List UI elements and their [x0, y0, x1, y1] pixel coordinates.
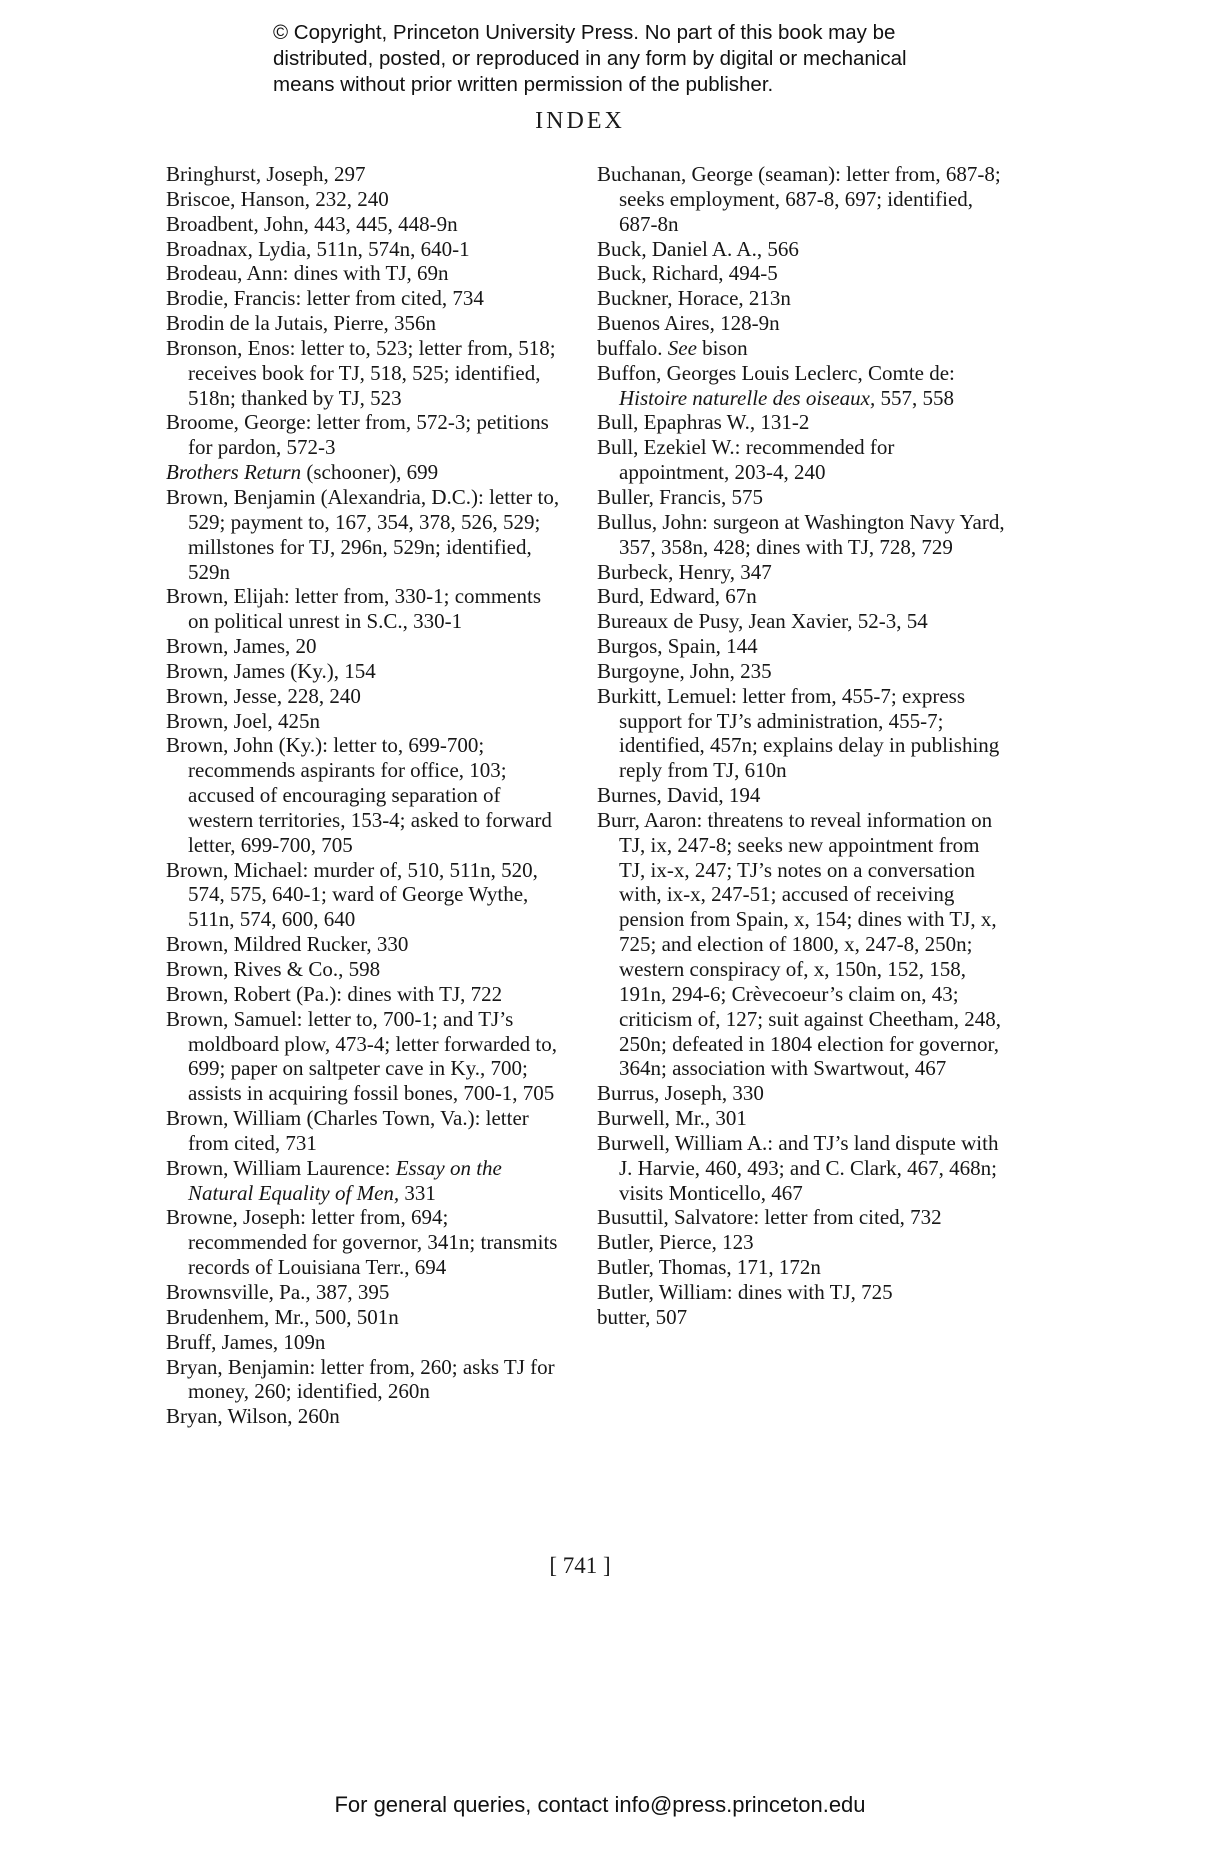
index-entry [597, 237, 1009, 262]
index-entry-text: Buck, Daniel A. A., 566 [597, 236, 799, 261]
index-entry-text: Burgos, Spain, 144 [597, 634, 758, 659]
index-entry [597, 1255, 1009, 1280]
index-entry [597, 1081, 1009, 1106]
index-entry [597, 783, 1009, 808]
index-entry-text: Butler, William: dines with TJ, 725 [597, 1279, 893, 1304]
index-entry-text: Burwell, Mr., 301 [597, 1106, 747, 1131]
index-entry [166, 659, 566, 684]
index-entry-italic-text: See [667, 335, 697, 360]
index-entry-text: Buck, Richard, 494-5 [597, 261, 778, 286]
index-entry-text: Brown, Mildred Rucker, 330 [166, 932, 409, 957]
index-entry-text: Burnes, David, 194 [597, 783, 761, 808]
index-entry [597, 485, 1009, 510]
index-entry [166, 1205, 566, 1280]
index-entry [166, 1355, 566, 1405]
index-entry [166, 336, 566, 411]
index-entry-text: Buffon, Georges Louis Leclerc, Comte de: [597, 360, 955, 385]
index-entry [166, 1404, 566, 1429]
index-entry [166, 932, 566, 957]
index-entry-text: butter, 507 [597, 1304, 688, 1329]
index-entry-text: buffalo. [597, 335, 668, 360]
index-entry-text: Butler, Thomas, 171, 172n [597, 1255, 821, 1280]
index-entry-text: Brown, James (Ky.), 154 [166, 658, 376, 683]
index-entry [166, 237, 566, 262]
index-entry-text: Buckner, Horace, 213n [597, 286, 791, 311]
index-entry [166, 957, 566, 982]
index-entry [597, 634, 1009, 659]
index-entry [597, 361, 1009, 411]
index-entry-text: Broadnax, Lydia, 511n, 574n, 640-1 [166, 236, 470, 261]
index-entry-text: Broome, George: letter from, 572-3; petitions for pardon, 572-3 [166, 410, 549, 460]
index-entry-text: Burkitt, Lemuel: letter from, 455-7; express support for TJ’s administration, 455-7; identified, 457n; explains delay in publishing reply from TJ, 610n [597, 683, 1000, 783]
index-entry [597, 435, 1009, 485]
index-entry [597, 684, 1009, 783]
index-entry-text: bison [696, 335, 748, 360]
index-entry-text: Brudenhem, Mr., 500, 501n [166, 1304, 399, 1329]
index-entry-text: Buenos Aires, 128-9n [597, 311, 780, 336]
index-entry [597, 410, 1009, 435]
index-entry [597, 1106, 1009, 1131]
index-entry-text: Bryan, Benjamin: letter from, 260; asks TJ for money, 260; identified, 260n [166, 1354, 555, 1404]
index-entry [166, 1330, 566, 1355]
index-entry [597, 560, 1009, 585]
index-entry [597, 162, 1009, 237]
index-entry [597, 1131, 1009, 1206]
index-entry [597, 1305, 1009, 1330]
index-entry [166, 709, 566, 734]
index-entry [597, 261, 1009, 286]
footer-contact: For general queries, contact info@press.princeton.edu [334, 1792, 866, 1817]
copyright-line: means without prior written permission of the publisher. [273, 73, 774, 96]
copyright-line: distributed, posted, or reproduced in any form by digital or mechanical [273, 47, 907, 70]
index-entry-text: Brodie, Francis: letter from cited, 734 [166, 286, 484, 311]
index-entry-text: Brown, John (Ky.): letter to, 699-700; recommends aspirants for office, 103; accused of encouraging separation of western territories, 153-4; asked to forward letter, 699-700, 705 [166, 733, 552, 857]
index-entry [166, 311, 566, 336]
index-entry [166, 162, 566, 187]
index-entry-text: Brown, Elijah: letter from, 330-1; comments on political unrest in S.C., 330-1 [166, 584, 542, 634]
index-entry-text: Busuttil, Salvatore: letter from cited, 732 [597, 1205, 942, 1230]
index-entry [597, 1280, 1009, 1305]
index-entry [597, 510, 1009, 560]
index-entry-text: Butler, Pierce, 123 [597, 1230, 754, 1255]
index-entry [166, 410, 566, 460]
index-entry [166, 187, 566, 212]
index-entry [597, 808, 1009, 1081]
index-entry-text: Brown, Michael: murder of, 510, 511n, 520, 574, 575, 640-1; ward of George Wythe, 511n, 574, 600, 640 [166, 857, 538, 932]
index-entry [597, 286, 1009, 311]
index-entry-italic-text: Histoire naturelle des oiseaux, [619, 385, 876, 410]
index-entry-text: Bureaux de Pusy, Jean Xavier, 52-3, 54 [597, 609, 928, 634]
index-entry-text: Brown, Robert (Pa.): dines with TJ, 722 [166, 981, 503, 1006]
index-entry-text: Brodeau, Ann: dines with TJ, 69n [166, 261, 449, 286]
index-entry-text: Burwell, William A.: and TJ’s land dispute with J. Harvie, 460, 493; and C. Clark, 467, 468n; visits Monticello, 467 [597, 1130, 999, 1205]
index-entry [166, 584, 566, 634]
index-entry-text: Buchanan, George (seaman): letter from, 687-8; seeks employment, 687-8, 697; identified, 687-8n [597, 162, 1001, 236]
index-entry-text: Bryan, Wilson, 260n [166, 1404, 340, 1429]
index-entry-text: Brown, Samuel: letter to, 700-1; and TJ’s moldboard plow, 473-4; letter forwarded to, 699; paper on saltpeter cave in Ky., 700; assists in acquiring fossil bones, 700-1, 705 [166, 1006, 557, 1106]
index-entry-text: 331 [399, 1180, 436, 1205]
index-entry-text: Bull, Epaphras W., 131-2 [597, 410, 810, 435]
index-entry-text: Browne, Joseph: letter from, 694; recommended for governor, 341n; transmits records of Louisiana Terr., 694 [166, 1205, 558, 1280]
index-entry-text: Buller, Francis, 575 [597, 484, 763, 509]
index-entry [166, 858, 566, 933]
index-entry-text: Burbeck, Henry, 347 [597, 559, 772, 584]
index-entry-text: Bronson, Enos: letter to, 523; letter from, 518; receives book for TJ, 518, 525; identified, 518n; thanked by TJ, 523 [166, 335, 556, 410]
page-title: INDEX [535, 108, 625, 134]
index-entry-text: Brownsville, Pa., 387, 395 [166, 1279, 390, 1304]
index-entry [597, 609, 1009, 634]
copyright-line: © Copyright, Princeton University Press. No part of this book may be [273, 21, 896, 44]
index-entry-text: Burd, Edward, 67n [597, 584, 757, 609]
index-entry [597, 1230, 1009, 1255]
index-entry [597, 584, 1009, 609]
index-entry [166, 733, 566, 857]
index-entry-text: Briscoe, Hanson, 232, 240 [166, 186, 389, 211]
copyright-notice [273, 20, 993, 98]
index-column-left [166, 162, 566, 1429]
index-entry-text: Bullus, John: surgeon at Washington Navy Yard, 357, 358n, 428; dines with TJ, 728, 729 [597, 509, 1005, 559]
index-entry-text: Brown, Rives & Co., 598 [166, 957, 381, 981]
index-entry [597, 1205, 1009, 1230]
index-entry [166, 684, 566, 709]
index-entry [166, 212, 566, 237]
index-entry [166, 982, 566, 1007]
index-entry [166, 460, 566, 485]
index-entry-text: Brown, Jesse, 228, 240 [166, 683, 361, 708]
index-entry [597, 659, 1009, 684]
index-entry-text: Brown, Joel, 425n [166, 708, 320, 733]
index-entry [166, 1305, 566, 1330]
index-entry [597, 336, 1009, 361]
index-entry-text: (schooner), 699 [301, 460, 439, 485]
index-entry-text: Burrus, Joseph, 330 [597, 1081, 764, 1106]
index-entry-text: Brown, William (Charles Town, Va.): letter from cited, 731 [166, 1106, 529, 1155]
index-entry-text: Broadbent, John, 443, 445, 448-9n [166, 211, 458, 236]
index-entry-italic-text: Essay on the Natural Equality of Men, [188, 1155, 502, 1205]
index-entry [166, 485, 566, 584]
index-entry-text: Burr, Aaron: threatens to reveal information on TJ, ix, 247-8; seeks new appointment from TJ, ix-x, 247; TJ’s notes on a conversation with, ix-x, 247-51; accused of receiving pension from Spain, x, 154; dines with TJ, x, 725; and election of 1800, x, 247-8, 250n; western conspiracy of, x, 150n, 152, 158, 191n, 294-6; Crèvecoeur’s claim on, 43; criticism of, 127; suit against Cheetham, 248, 250n; defeated in 1804 election for governor, 364n; association with Swartwout, 467 [597, 807, 1002, 1081]
index-entry-text: Brown, Benjamin (Alexandria, D.C.): letter to, 529; payment to, 167, 354, 378, 526, 529; millstones for TJ, 296n, 529n; identified, 529n [166, 484, 560, 584]
index-entry-text: Bringhurst, Joseph, 297 [166, 162, 366, 186]
index-entry-text: Brown, William Laurence: [166, 1155, 396, 1180]
index-entry [166, 1280, 566, 1305]
index-column-right [597, 162, 1009, 1330]
index-entry-text: Bull, Ezekiel W.: recommended for appointment, 203-4, 240 [597, 435, 895, 485]
index-entry [597, 311, 1009, 336]
index-entry [166, 1106, 566, 1156]
index-entry [166, 1007, 566, 1106]
index-entry [166, 634, 566, 659]
index-entry-italic-text: Brothers Return [166, 460, 302, 485]
index-entry [166, 261, 566, 286]
index-entry-text: Brown, James, 20 [166, 634, 317, 659]
index-entry [166, 1156, 566, 1206]
index-entry-text: Burgoyne, John, 235 [597, 658, 772, 683]
index-entry-text: Brodin de la Jutais, Pierre, 356n [166, 311, 437, 336]
index-entry [166, 286, 566, 311]
index-entry-text: Bruff, James, 109n [166, 1329, 326, 1354]
index-entry-text: 557, 558 [875, 385, 954, 410]
page-number: [ 741 ] [549, 1553, 611, 1578]
